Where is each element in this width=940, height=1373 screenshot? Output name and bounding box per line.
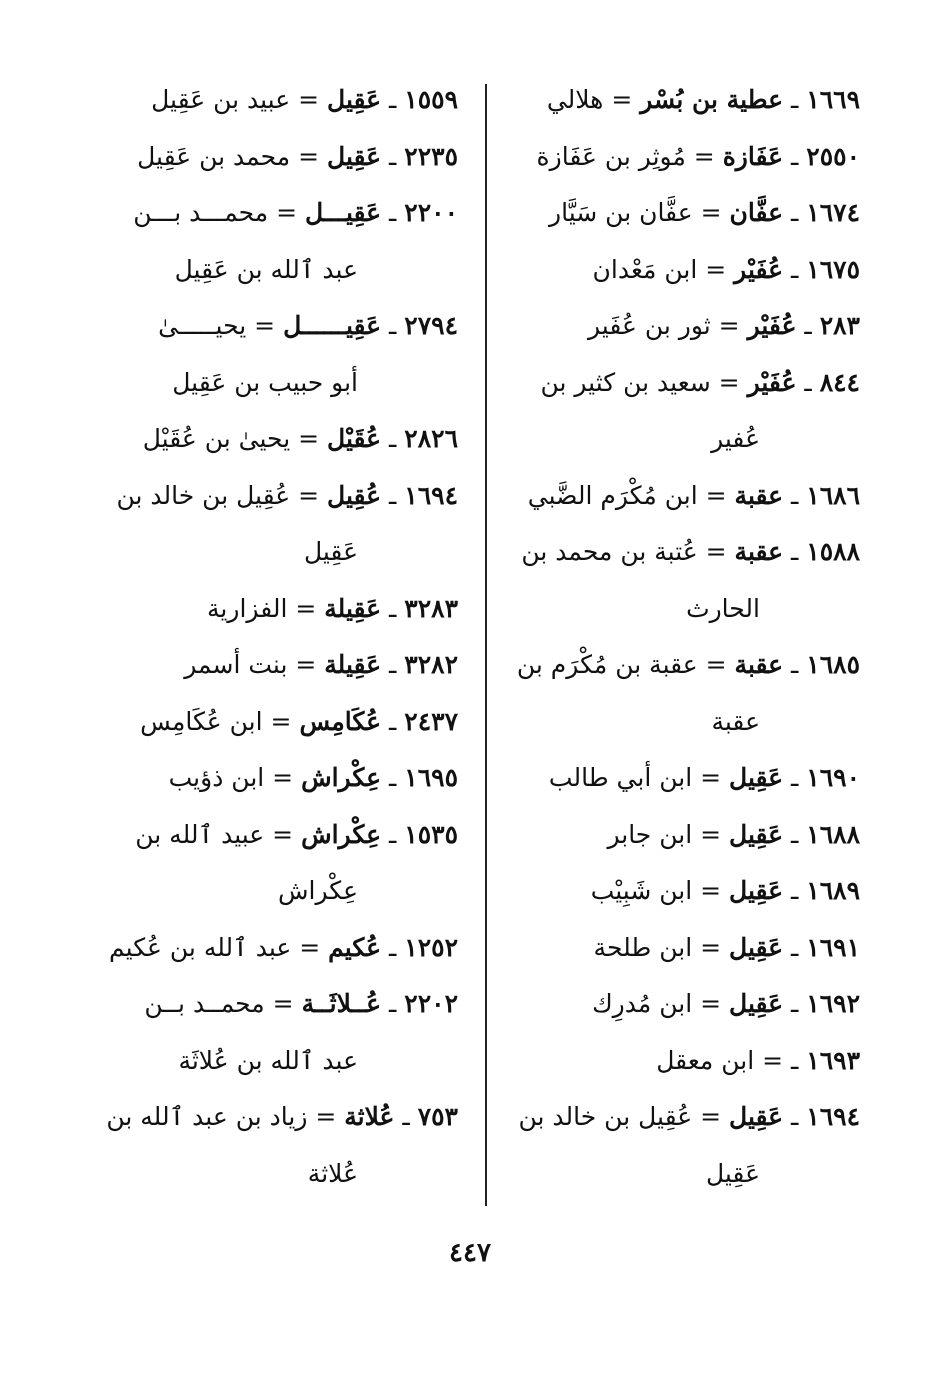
index-entry: ١٦٨٥ ـ عقبة = عقبة بن مُكْرَم بن عقبة [500,637,860,750]
entry-number: ١٦٨٨ [806,819,860,849]
entry-number: ٢٢٠٠ [404,198,458,227]
entry-headword: عِكْراش [301,819,382,849]
entry-number: ١٦٨٥ [806,650,860,679]
entry-headword: عَقِيلة [324,593,382,623]
entry-continuation: عبد ٱلله بن عُلاثَة [178,1045,358,1075]
entry-headword: عَقِيـــل [305,198,382,227]
entry-reference: ابن ذؤيب [168,763,265,792]
entry-headword: عُكَامِس [299,706,382,736]
entry-reference: ابن طلحة [593,932,693,962]
entry-reference: عبيد بن عَقِيل [151,85,291,114]
index-entry: ١٦٧٥ ـ عُفَيْر = ابن مَعْدان [592,254,860,284]
entry-number: ١٦٩٣ [806,1045,860,1075]
entry-headword: عُلاثة [344,1102,395,1131]
right-column [500,72,860,1202]
entry-number: ٢٨٢٦ [404,424,458,453]
entry-headword: عُفَيْر [747,367,797,397]
entry-continuation: عِكْراش [278,876,358,905]
index-entry: ١٥٣٥ ـ عِكْراش = عبيد ٱلله بن عِكْراش [98,807,458,920]
entry-continuation: عَقِيل [705,1158,760,1188]
index-entry: ١٦٧٤ ـ عفَّان = عفَّان بن سَيَّار [549,198,860,227]
entry-reference: عفَّان بن سَيَّار [549,198,693,227]
entry-headword: عُفَيْر [747,311,797,340]
entry-number: ١٦٦٩ [806,85,860,114]
entry-headword: عَقِيل [729,932,784,962]
entry-headword: عُــلاثَــة [301,989,382,1018]
index-entry: ٣٢٨٢ ـ عَقِيلة = بنت أسمر [184,650,458,679]
entry-number: ٨٤٤ [819,367,860,397]
entry-reference: مُوثِر بن عَفَازة [536,141,686,171]
entry-headword: عِكْراش [301,763,382,792]
entry-headword: عُفَيْر [734,254,784,284]
entry-headword: عَقِيل [327,85,382,114]
entry-reference: عبيد ٱلله بن [135,819,265,849]
entry-reference: عُتبة بن محمد بن [521,537,698,566]
entry-reference: ابن مَعْدان [592,254,698,284]
index-entry: ١٦٨٦ ـ عقبة = ابن مُكْرَم الضَّبي [527,480,860,510]
index-entry: ١٦٩٤ ـ عُقِيل = عُقِيل بن خالد بن عَقِيل [98,468,458,581]
entry-reference: ثور بن عُفَير [587,311,711,340]
entry-number: ٢٤٣٧ [404,706,458,736]
entry-number: ١٦٧٥ [806,254,860,284]
entry-headword: عَقِيل [327,141,382,171]
entry-reference: هلالي [546,85,604,114]
entry-reference: سعيد بن كثير بن [540,367,711,397]
entry-number: ٣٢٨٣ [404,593,458,623]
entry-headword: عَقِيلة [324,650,382,679]
index-entry: ١٦٩١ ـ عَقِيل = ابن طلحة [593,932,860,962]
entry-reference: ابن معقل [656,1045,755,1075]
entry-reference: ابن مُدرِك [592,989,693,1018]
entry-number: ١٥٣٥ [404,819,458,849]
entry-number: ٢٢٣٥ [404,141,458,171]
entry-headword: عقبة [734,650,784,679]
index-entry: ٢٢٣٥ ـ عَقِيل = محمد بن عَقِيل [137,141,458,171]
entry-reference: ابن عُكَامِس [140,706,263,736]
entry-reference: ابن مُكْرَم الضَّبي [527,480,698,510]
entry-continuation: عُلاثة [307,1158,358,1188]
index-entry: ٢٢٠٢ ـ عُــلاثَــة = محمــد بــن عبد ٱلله بن عُلاثَة [98,976,458,1089]
left-column [98,72,458,1202]
entry-number: ١٦٨٩ [806,876,860,905]
index-entry: ١٦٨٨ ـ عَقِيل = ابن جابر [607,819,860,849]
entry-headword: عَقِيل [729,763,784,792]
entry-headword: عَقِيل [729,1102,784,1131]
entry-number: ١٦٨٦ [806,480,860,510]
entry-number: ١٦٧٤ [806,198,860,227]
index-entry: ٣٢٨٣ ـ عَقِيلة = الفزارية [207,593,458,623]
entry-headword: عَفَازة [722,141,784,171]
entry-reference: ابن جابر [607,819,693,849]
index-entry: ١٦٦٩ ـ عطية بن بُسْر = هلالي [546,85,860,114]
entry-reference: الفزارية [207,593,288,623]
entry-number: ١٦٩٠ [806,763,860,792]
index-entry: ٢٢٠٠ ـ عَقِيـــل = محمـــد بـــن عبد ٱلله بن عَقِيل [98,185,458,298]
entry-number: ١٦٩١ [806,932,860,962]
entry-headword: عُكيم [328,932,382,962]
entry-number: ٢٧٩٤ [404,311,458,340]
index-entry: ١٦٩٥ ـ عِكْراش = ابن ذؤيب [168,763,458,792]
entry-reference: عقبة بن مُكْرَم بن [516,650,698,679]
entry-number: ٢٨٣ [819,311,860,340]
entry-reference: عُقِيل بن خالد بن [518,1102,693,1131]
entry-reference: محمد بن عَقِيل [137,141,291,171]
entry-number: ١٥٥٩ [404,85,458,114]
column-divider [485,84,487,1206]
entry-reference: ابن شَبِيْب [590,876,693,905]
entry-continuation: عبد ٱلله بن عَقِيل [174,254,358,284]
index-entry: ٧٥٣ ـ عُلاثة = زياد بن عبد ٱلله بن عُلاثة [98,1089,458,1202]
entry-headword: عَقِيــــــل [283,311,382,340]
entry-reference: محمــد بــن [144,989,265,1018]
entry-headword: عَقِيل [729,989,784,1018]
index-entry: ١٢٥٢ ـ عُكيم = عبد ٱلله بن عُكيم [109,932,458,962]
index-entry: ١٦٩٣ ـ = ابن معقل [656,1045,860,1075]
entry-number: ١٦٩٤ [404,480,458,510]
entry-headword: عطية بن بُسْر [640,85,784,114]
index-entry: ٢٤٣٧ ـ عُكَامِس = ابن عُكَامِس [140,706,458,736]
entry-reference: زياد بن عبد ٱلله بن [106,1102,308,1131]
entry-continuation: عقبة [711,706,760,736]
entry-continuation: الحارث [686,593,760,623]
entry-headword: عقبة [734,480,784,510]
entry-number: ١٦٩٥ [404,763,458,792]
index-entry: ١٦٨٩ ـ عَقِيل = ابن شَبِيْب [590,876,860,905]
entry-number: ١٢٥٢ [404,932,458,962]
index-entry: ١٦٩٤ ـ عَقِيل = عُقِيل بن خالد بن عَقِيل [500,1089,860,1202]
entry-number: ٢٢٠٢ [404,989,458,1018]
entry-continuation: أبو حبيب بن عَقِيل [172,367,358,397]
entry-number: ٣٢٨٢ [404,650,458,679]
entry-reference: يحيىٰ بن عُقَيْل [142,424,291,453]
index-entry: ١٦٩٠ ـ عَقِيل = ابن أبي طالب [548,763,860,792]
entry-reference: عُقِيل بن خالد بن [116,480,291,510]
entry-reference: يحيـــــىٰ [158,311,247,340]
entry-continuation: عُفير [711,424,760,453]
index-entry: ٢٨٣ ـ عُفَيْر = ثور بن عُفَير [587,311,860,340]
entry-reference: محمـــد بـــن [133,198,269,227]
entry-headword: عُقَيْل [327,424,382,453]
index-entry: ٢٥٥٠ ـ عَفَازة = مُوثِر بن عَفَازة [536,141,860,171]
entry-reference: عبد ٱلله بن عُكيم [109,932,292,962]
index-entry: ٢٧٩٤ ـ عَقِيــــــل = يحيـــــىٰ أبو حبيب بن عَقِيل [98,298,458,411]
entry-headword: عَقِيل [729,819,784,849]
page-number: ٤٤٧ [449,1238,491,1268]
entry-number: ٧٥٣ [417,1102,458,1131]
index-entry: ١٦٩٢ ـ عَقِيل = ابن مُدرِك [592,989,860,1018]
entry-number: ١٦٩٤ [806,1102,860,1131]
entry-headword: عفَّان [729,198,784,227]
index-entry: ٨٤٤ ـ عُفَيْر = سعيد بن كثير بن عُفير [500,355,860,468]
entry-headword: عَقِيل [729,876,784,905]
entry-headword: عقبة [734,537,784,566]
index-entry: ١٥٨٨ ـ عقبة = عُتبة بن محمد بن الحارث [500,524,860,637]
index-entry: ٢٨٢٦ ـ عُقَيْل = يحيىٰ بن عُقَيْل [142,424,458,453]
entry-headword: عُقِيل [327,480,382,510]
entry-reference: ابن أبي طالب [548,763,693,792]
entry-number: ١٥٨٨ [806,537,860,566]
entry-number: ٢٥٥٠ [806,141,860,171]
entry-continuation: عَقِيل [303,537,358,566]
entry-number: ١٦٩٢ [806,989,860,1018]
index-entry: ١٥٥٩ ـ عَقِيل = عبيد بن عَقِيل [151,85,458,114]
entry-reference: بنت أسمر [184,650,288,679]
